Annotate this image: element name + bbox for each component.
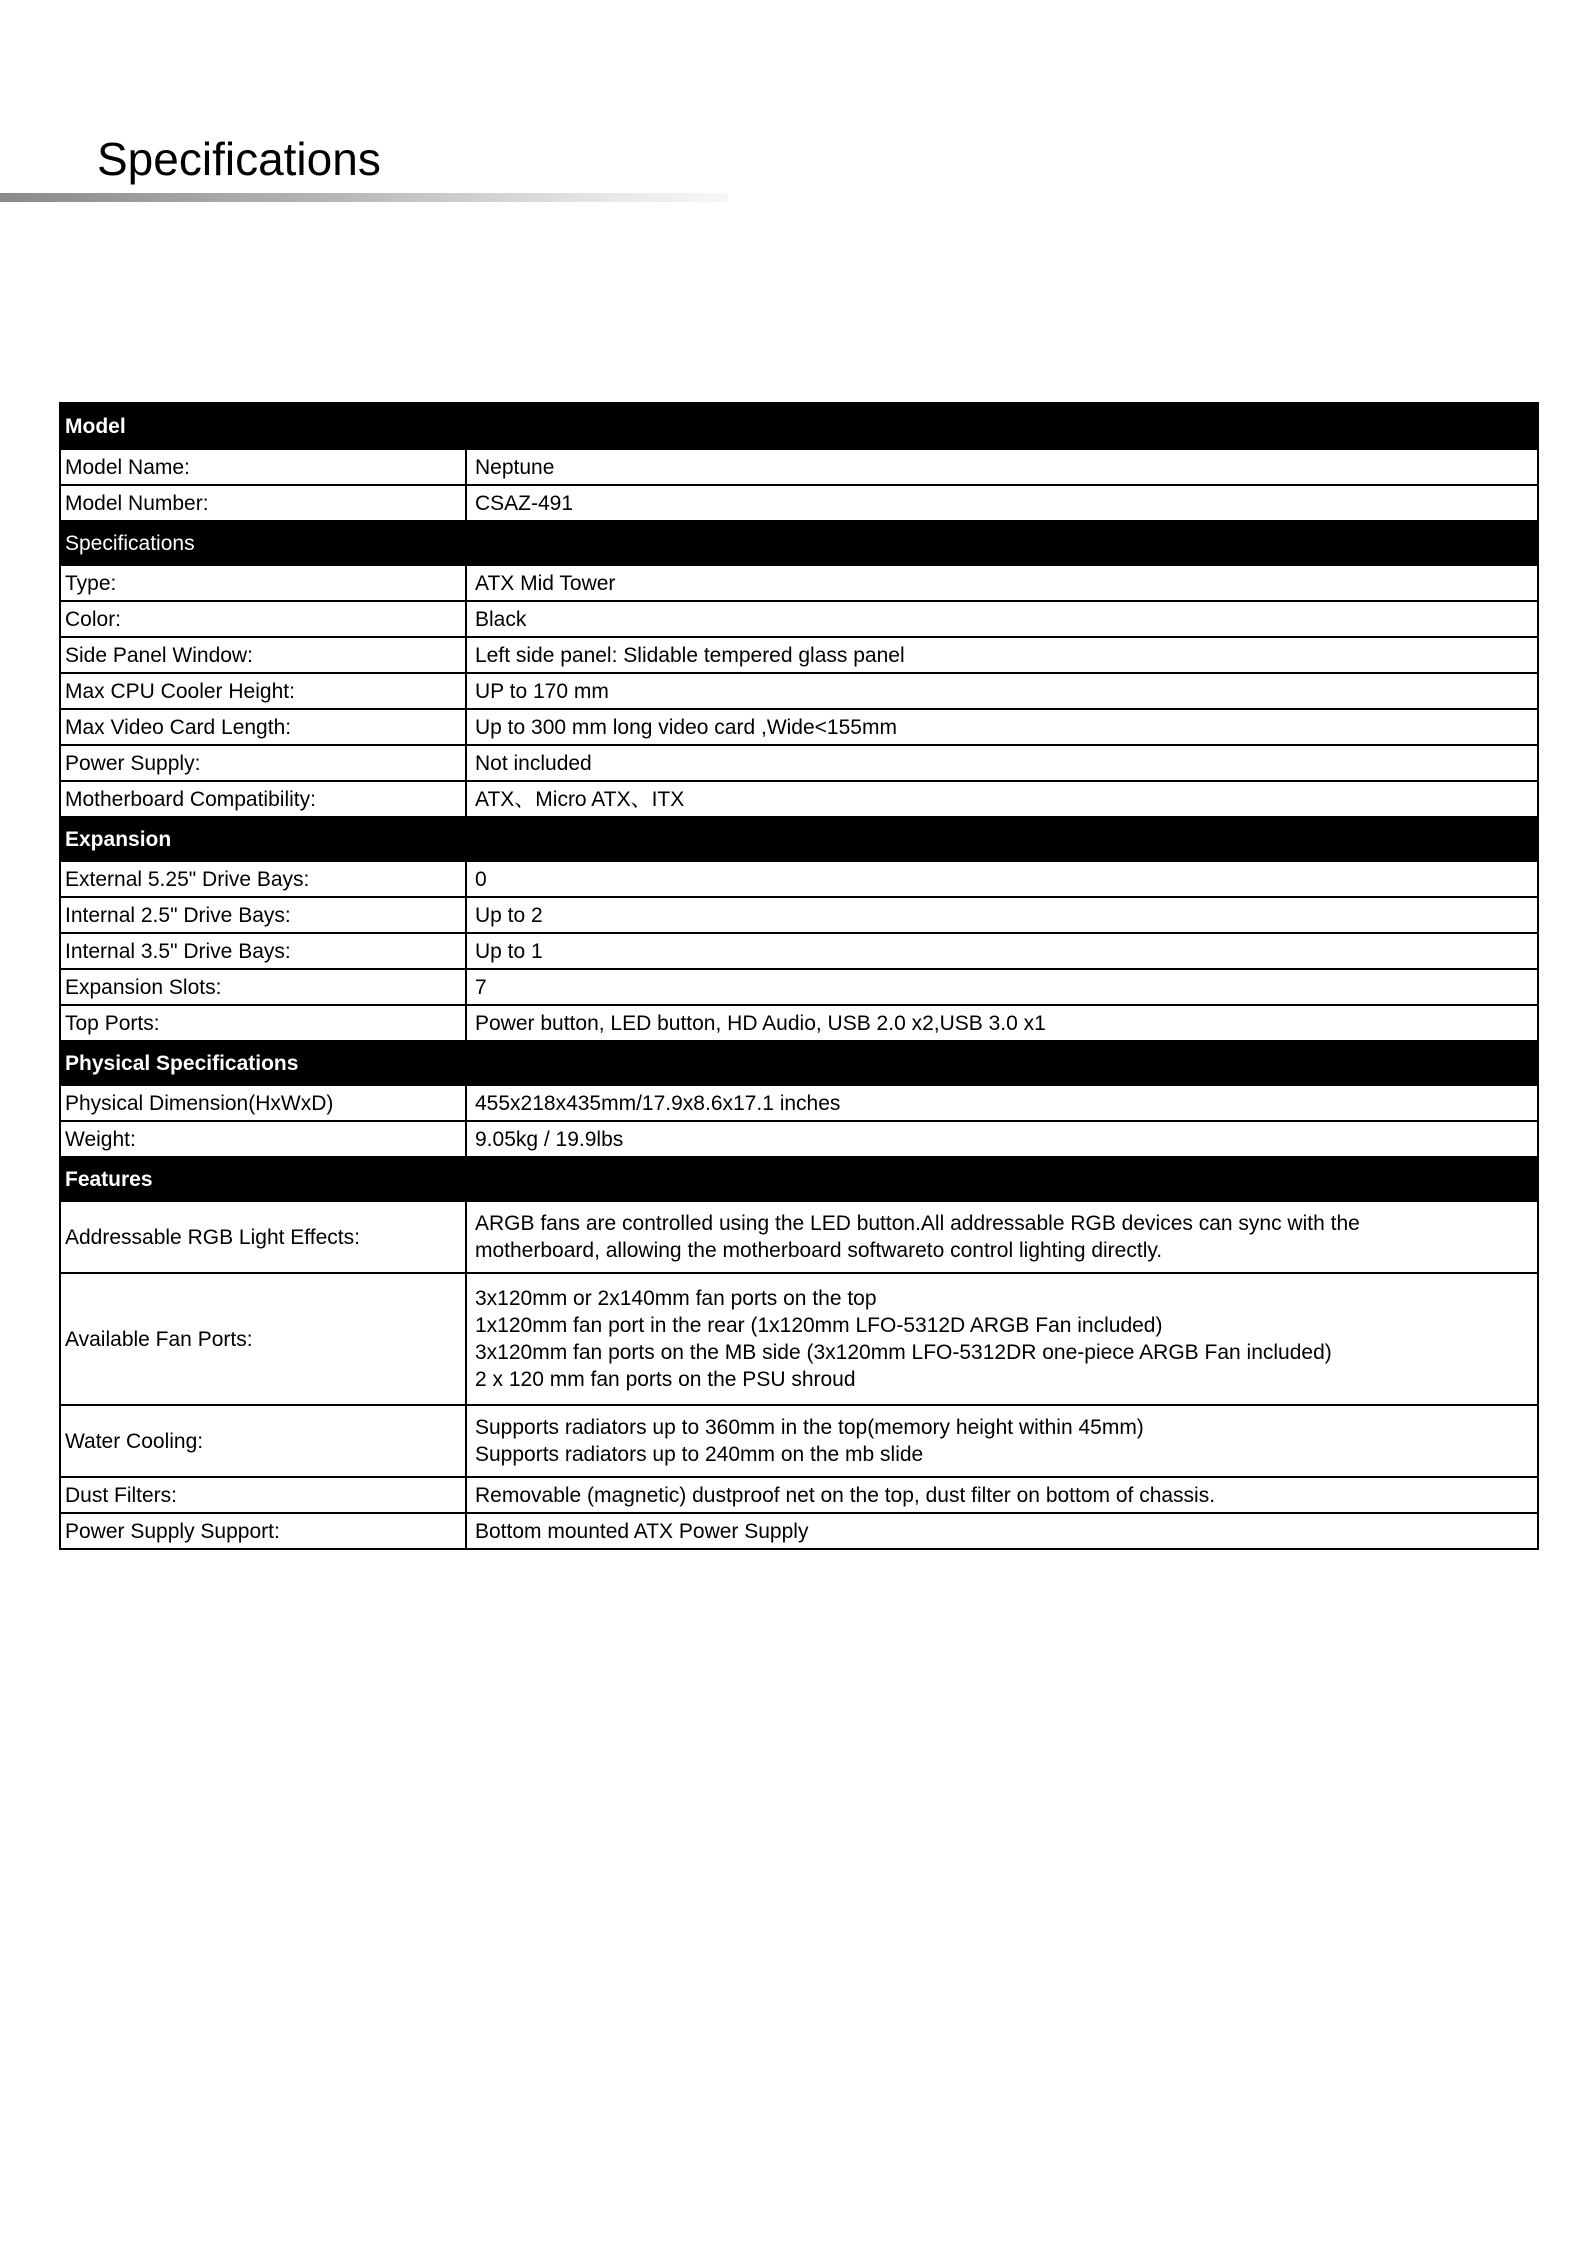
spec-value	[466, 1513, 1538, 1549]
spec-value-line: Supports radiators up to 360mm in the top(memory height within 45mm)	[475, 1416, 1144, 1439]
table-row	[60, 1405, 1538, 1477]
section-header	[60, 521, 1538, 565]
spec-value	[466, 897, 1538, 933]
spec-value-line: Removable (magnetic) dustproof net on the top, dust filter on bottom of chassis.	[475, 1483, 1216, 1507]
table-row	[60, 1121, 1538, 1157]
section-heading-filler	[466, 817, 1538, 861]
spec-value-line: Bottom mounted ATX Power Supply	[475, 1519, 809, 1543]
spec-value-line: Supports radiators up to 240mm on the mb slide	[475, 1443, 924, 1466]
table-row	[60, 637, 1538, 673]
spec-value-line: 455x218x435mm/17.9x8.6x17.1 inches	[475, 1091, 841, 1115]
spec-value-line: 9.05kg / 19.9lbs	[475, 1127, 624, 1151]
table-row	[60, 1201, 1538, 1273]
spec-label: Motherboard Compatibility:	[60, 781, 466, 817]
spec-label: Model Number:	[60, 485, 466, 521]
section-heading-filler	[466, 403, 1538, 449]
spec-table-body	[60, 403, 1538, 1549]
table-row	[60, 1273, 1538, 1405]
table-row	[60, 745, 1538, 781]
spec-label: Available Fan Ports:	[60, 1273, 466, 1405]
spec-value-line: Up to 2	[475, 903, 543, 927]
spec-label: Water Cooling:	[60, 1405, 466, 1477]
table-row	[60, 897, 1538, 933]
spec-label: Side Panel Window:	[60, 637, 466, 673]
table-row	[60, 1085, 1538, 1121]
section-heading-filler	[466, 1041, 1538, 1085]
spec-label: Physical Dimension(HxWxD)	[60, 1085, 466, 1121]
spec-value-line: 3x120mm or 2x140mm fan ports on the top	[475, 1287, 877, 1310]
section-heading-filler	[466, 1157, 1538, 1201]
spec-label: Color:	[60, 601, 466, 637]
table-row	[60, 485, 1538, 521]
spec-value-line: Up to 300 mm long video card ,Wide<155mm	[475, 715, 897, 739]
table-row	[60, 449, 1538, 485]
table-row	[60, 673, 1538, 709]
spec-value-line: CSAZ-491	[475, 491, 574, 515]
spec-value	[466, 933, 1538, 969]
spec-value-line: 0	[475, 867, 487, 891]
spec-label: Top Ports:	[60, 1005, 466, 1041]
section-heading: Features	[60, 1157, 466, 1201]
table-row	[60, 1005, 1538, 1041]
spec-label: Max CPU Cooler Height:	[60, 673, 466, 709]
spec-label: Model Name:	[60, 449, 466, 485]
section-heading-filler	[466, 521, 1538, 565]
spec-value	[466, 1005, 1538, 1041]
section-header	[60, 1157, 1538, 1201]
spec-value-line: ATX、Micro ATX、ITX	[475, 787, 685, 811]
table-row	[60, 861, 1538, 897]
spec-value	[466, 1273, 1538, 1405]
table-row	[60, 709, 1538, 745]
spec-value-line: UP to 170 mm	[475, 679, 609, 703]
title-underline	[0, 193, 728, 202]
spec-label: Type:	[60, 565, 466, 601]
table-row	[60, 781, 1538, 817]
spec-value	[466, 745, 1538, 781]
spec-label: Weight:	[60, 1121, 466, 1157]
spec-label: Max Video Card Length:	[60, 709, 466, 745]
spec-label: Expansion Slots:	[60, 969, 466, 1005]
spec-value	[466, 601, 1538, 637]
section-heading: Physical Specifications	[60, 1041, 466, 1085]
spec-value	[466, 565, 1538, 601]
table-row	[60, 565, 1538, 601]
spec-value	[466, 969, 1538, 1005]
spec-value	[466, 1477, 1538, 1513]
spec-value-line: Left side panel: Slidable tempered glass panel	[475, 643, 905, 667]
spec-value-line: 2 x 120 mm fan ports on the PSU shroud	[475, 1368, 856, 1391]
table-row	[60, 601, 1538, 637]
table-row	[60, 969, 1538, 1005]
spec-value	[466, 1121, 1538, 1157]
spec-value-line: Up to 1	[475, 939, 543, 963]
spec-label: Power Supply:	[60, 745, 466, 781]
section-header	[60, 817, 1538, 861]
spec-value	[466, 1085, 1538, 1121]
spec-label: Internal 3.5" Drive Bays:	[60, 933, 466, 969]
spec-value-line: Not included	[475, 751, 592, 775]
spec-table	[59, 402, 1539, 1550]
spec-value-line: motherboard, allowing the motherboard softwareto control lighting directly.	[475, 1239, 1163, 1262]
section-heading: Specifications	[60, 521, 466, 565]
spec-value-line: 3x120mm fan ports on the MB side (3x120mm LFO-5312DR one-piece ARGB Fan included)	[475, 1341, 1332, 1364]
spec-value	[466, 709, 1538, 745]
spec-value-line: Black	[475, 607, 527, 631]
spec-label: External 5.25" Drive Bays:	[60, 861, 466, 897]
spec-label: Power Supply Support:	[60, 1513, 466, 1549]
spec-value	[466, 1201, 1538, 1273]
section-header	[60, 1041, 1538, 1085]
section-heading: Model	[60, 403, 466, 449]
spec-value-line: 1x120mm fan port in the rear (1x120mm LFO-5312D ARGB Fan included)	[475, 1314, 1163, 1337]
spec-label: Internal 2.5" Drive Bays:	[60, 897, 466, 933]
table-row	[60, 933, 1538, 969]
spec-value	[466, 637, 1538, 673]
spec-value	[466, 673, 1538, 709]
spec-value	[466, 485, 1538, 521]
spec-label: Addressable RGB Light Effects:	[60, 1201, 466, 1273]
spec-value-line: ATX Mid Tower	[475, 571, 616, 595]
page-title: Specifications	[97, 133, 381, 185]
spec-value	[466, 1405, 1538, 1477]
table-row	[60, 1513, 1538, 1549]
table-row	[60, 1477, 1538, 1513]
section-heading: Expansion	[60, 817, 466, 861]
spec-value	[466, 449, 1538, 485]
spec-value-line: 7	[475, 975, 487, 999]
spec-value	[466, 861, 1538, 897]
spec-value-line: Power button, LED button, HD Audio, USB 2.0 x2,USB 3.0 x1	[475, 1011, 1046, 1035]
spec-label: Dust Filters:	[60, 1477, 466, 1513]
spec-value-line: ARGB fans are controlled using the LED button.All addressable RGB devices can sync with the	[475, 1212, 1360, 1235]
spec-value	[466, 781, 1538, 817]
spec-value-line: Neptune	[475, 455, 555, 479]
section-header	[60, 403, 1538, 449]
